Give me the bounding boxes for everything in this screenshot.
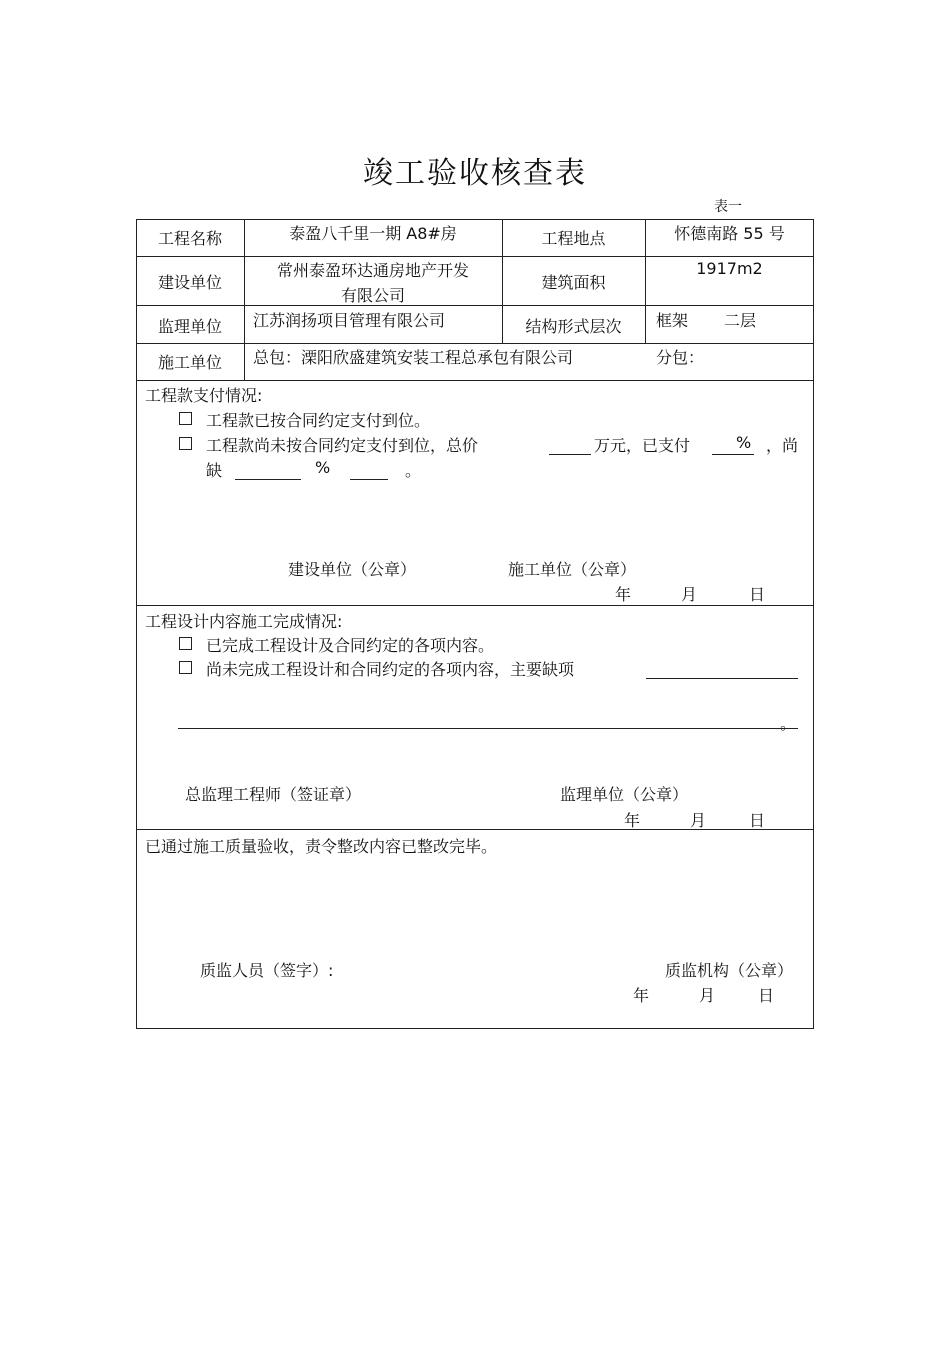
payment-month-label: 月 bbox=[681, 585, 698, 604]
paid-percent-blank[interactable] bbox=[712, 454, 754, 455]
owner-label: 建设单位 bbox=[157, 273, 222, 292]
supervisor-label: 监理单位 bbox=[157, 317, 222, 336]
row-divider bbox=[136, 343, 814, 344]
table-number: 表一 bbox=[714, 199, 742, 215]
payment-shang-text: ，尚 bbox=[766, 436, 799, 455]
owner-value-line1: 常州泰盈环达通房地产开发 bbox=[276, 261, 469, 280]
section-divider bbox=[136, 829, 814, 830]
supervisor-value: 江苏润扬项目管理有限公司 bbox=[253, 311, 446, 330]
payment-unpaid-text: 工程款尚未按合同约定支付到位，总价 bbox=[206, 436, 479, 455]
contractor-value: 总包：溧阳欣盛建筑安装工程总承包有限公司 bbox=[253, 348, 574, 367]
row-divider bbox=[136, 380, 814, 381]
payment-year-label: 年 bbox=[615, 585, 632, 604]
shortfall-amount-blank[interactable] bbox=[235, 479, 301, 480]
chief-engineer-label: 总监理工程师（签证章） bbox=[185, 785, 362, 804]
quality-year-label: 年 bbox=[633, 986, 650, 1005]
contractor-seal-label: 施工单位（公章） bbox=[508, 560, 637, 579]
project-name-value: 泰盈八千里一期 A8#房 bbox=[289, 224, 457, 243]
payment-paid-text: 工程款已按合同约定支付到位。 bbox=[206, 411, 431, 430]
section-divider bbox=[136, 605, 814, 606]
location-value: 怀德南路 55 号 bbox=[674, 224, 785, 243]
contractor-label: 施工单位 bbox=[157, 353, 222, 372]
subcontract-label: 分包： bbox=[656, 348, 705, 367]
area-label: 建筑面积 bbox=[541, 273, 606, 292]
payment-unpaid-checkbox[interactable] bbox=[179, 437, 192, 450]
payment-day-label: 日 bbox=[749, 585, 766, 604]
owner-value-line2: 有限公司 bbox=[340, 286, 405, 305]
design-incomplete-text: 尚未完成工程设计和合同约定的各项内容，主要缺项 bbox=[206, 660, 575, 679]
row-divider bbox=[136, 256, 814, 257]
design-incomplete-checkbox[interactable] bbox=[179, 661, 192, 674]
structure-value-frame: 框架 bbox=[656, 311, 689, 330]
design-year-label: 年 bbox=[624, 811, 641, 830]
supervisor-seal-label: 监理单位（公章） bbox=[560, 785, 689, 804]
payment-wan-yuan-text: 万元，已支付 bbox=[594, 436, 691, 455]
design-heading: 工程设计内容施工完成情况: bbox=[145, 612, 343, 631]
payment-que-text: 缺 bbox=[206, 461, 223, 480]
design-complete-checkbox[interactable] bbox=[179, 637, 192, 650]
project-name-label: 工程名称 bbox=[157, 229, 222, 248]
quality-day-label: 日 bbox=[758, 986, 775, 1005]
design-period: 。 bbox=[780, 714, 797, 733]
missing-items-blank[interactable] bbox=[646, 678, 798, 679]
design-day-label: 日 bbox=[749, 811, 766, 830]
payment-heading: 工程款支付情况: bbox=[145, 386, 263, 405]
quality-month-label: 月 bbox=[699, 986, 716, 1005]
payment-period: 。 bbox=[405, 461, 422, 480]
quality-statement: 已通过施工质量验收，责令整改内容已整改完毕。 bbox=[145, 837, 498, 856]
paid-percent-sign: % bbox=[736, 433, 752, 452]
design-complete-text: 已完成工程设计及合同约定的各项内容。 bbox=[206, 636, 495, 655]
inspector-label: 质监人员（签字）: bbox=[200, 961, 334, 980]
area-value: 1917m2 bbox=[696, 259, 763, 278]
owner-seal-label: 建设单位（公章） bbox=[288, 560, 417, 579]
agency-seal-label: 质监机构（公章） bbox=[665, 961, 794, 980]
page-title: 竣工验收核查表 bbox=[363, 156, 587, 191]
structure-label: 结构形式层次 bbox=[525, 317, 622, 336]
payment-paid-checkbox[interactable] bbox=[179, 412, 192, 425]
total-price-blank[interactable] bbox=[549, 454, 591, 455]
shortfall-percent-blank[interactable] bbox=[350, 479, 388, 480]
missing-items-line[interactable] bbox=[178, 728, 798, 729]
structure-value-floors: 二层 bbox=[724, 311, 757, 330]
shortfall-percent-sign: % bbox=[315, 458, 331, 477]
location-label: 工程地点 bbox=[541, 229, 606, 248]
design-month-label: 月 bbox=[690, 811, 707, 830]
